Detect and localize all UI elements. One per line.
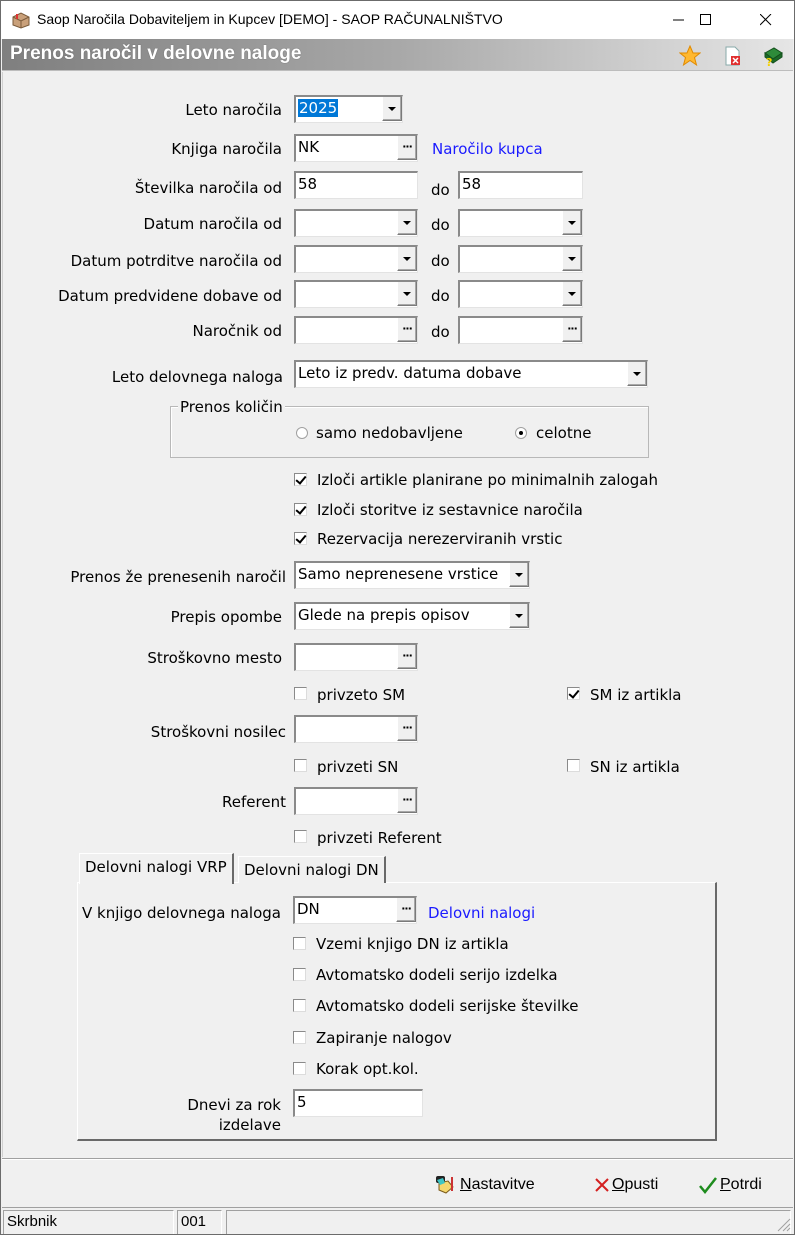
checkbox-avto-serijske[interactable] — [293, 999, 306, 1012]
checkbox-zapiranje-label[interactable]: Zapiranje nalogov — [316, 1029, 452, 1047]
tab-dn-label: Delovni nalogi DN — [244, 861, 379, 879]
stroskovni-nosilec-label: Stroškovni nosilec — [150, 723, 286, 741]
prepis-opombe-label: Prepis opombe — [170, 608, 282, 626]
nastavitve-label: astavitve — [471, 1176, 535, 1193]
v-knjigo-label: V knjigo delovnega naloga — [82, 904, 281, 922]
ellipsis-icon: ··· — [402, 139, 412, 153]
checkbox-izloci-storitve[interactable] — [294, 503, 307, 516]
radio-samo-nedobavljene[interactable] — [296, 427, 308, 439]
potrdi-button[interactable] — [698, 1172, 762, 1198]
checkbox-privzeti-referent[interactable] — [294, 830, 307, 843]
stevilka-do-value: 58 — [462, 175, 482, 193]
checkbox-sm-iz-artikla-label[interactable]: SM iz artikla — [590, 686, 682, 704]
leto-delovnega-naloga-select[interactable] — [294, 360, 648, 388]
opusti-label: pusti — [624, 1176, 659, 1193]
checkbox-izloci-artikle-label[interactable]: Izloči artikle planirane po minimalnih zalogah — [317, 471, 658, 489]
close-icon — [760, 14, 772, 26]
stevilka-od-input[interactable] — [294, 171, 418, 199]
stroskovno-mesto-label: Stroškovno mesto — [147, 649, 282, 667]
referent-input[interactable] — [294, 787, 418, 815]
close-button[interactable] — [743, 1, 789, 39]
checkbox-zapiranje[interactable] — [293, 1031, 306, 1044]
datum-potrditve-do-dropdown[interactable] — [562, 247, 582, 271]
title-bar — [1, 1, 794, 39]
narocnik-od-browse-button[interactable] — [397, 318, 417, 342]
datum-narocila-od-select[interactable] — [294, 209, 418, 237]
datum-narocila-od-dropdown[interactable] — [397, 211, 417, 235]
leto-delovnega-naloga-dropdown[interactable] — [627, 362, 647, 386]
checkbox-privzeto-sm[interactable] — [294, 687, 307, 700]
maximize-icon — [700, 14, 712, 26]
checkbox-avto-serija[interactable] — [293, 968, 306, 981]
knjiga-narocila-input[interactable] — [294, 134, 418, 162]
datum-potrditve-do-select[interactable] — [458, 245, 583, 273]
leto-delovnega-naloga-label: Leto delovnega naloga — [111, 368, 283, 386]
datum-dobave-do-label: do — [431, 287, 450, 305]
confirm-check-icon — [698, 1176, 718, 1194]
prenos-ze-prenesenih-dropdown[interactable] — [509, 563, 529, 587]
potrdi-label: otrdi — [730, 1176, 762, 1193]
stroskovno-mesto-input[interactable] — [294, 643, 418, 671]
v-knjigo-description: Delovni nalogi — [428, 904, 536, 922]
narocnik-do-browse-button[interactable] — [562, 318, 582, 342]
knjiga-narocila-description: Naročilo kupca — [432, 140, 543, 158]
stevilka-narocila-label: Številka naročila od — [134, 179, 282, 197]
maximize-button[interactable] — [683, 1, 729, 39]
narocnik-od-input[interactable] — [294, 316, 418, 344]
checkbox-privzeti-sn[interactable] — [294, 759, 307, 772]
ellipsis-icon: ··· — [401, 901, 411, 915]
status-code: 001 — [177, 1210, 222, 1234]
prepis-opombe-dropdown[interactable] — [509, 604, 529, 628]
datum-narocila-do-dropdown[interactable] — [562, 211, 582, 235]
potrdi-accesskey: P — [720, 1176, 731, 1193]
checkbox-privzeti-referent-label[interactable]: privzeti Referent — [317, 829, 442, 847]
datum-dobave-label: Datum predvidene dobave od — [58, 287, 282, 305]
datum-potrditve-od-dropdown[interactable] — [397, 247, 417, 271]
nastavitve-accesskey: N — [460, 1176, 472, 1193]
ellipsis-icon: ··· — [402, 648, 412, 662]
checkbox-avto-serija-label[interactable]: Avtomatsko dodeli serijo izdelka — [316, 966, 558, 984]
checkbox-vzemi-knjigo[interactable] — [293, 937, 306, 950]
status-extra — [226, 1210, 791, 1234]
knjiga-narocila-label: Knjiga naročila — [171, 140, 282, 158]
leto-delovnega-naloga-value: Leto iz predv. datuma dobave — [298, 364, 522, 382]
prenos-ze-prenesenih-value: Samo neprenesene vrstice — [298, 565, 499, 583]
checkbox-privzeto-sm-label[interactable]: privzeto SM — [317, 686, 406, 704]
radio-samo-nedobavljene-label[interactable]: samo nedobavljene — [316, 424, 463, 442]
ellipsis-icon: ··· — [402, 792, 412, 806]
delete-document-icon[interactable] — [722, 45, 744, 67]
checkbox-korak-label[interactable]: Korak opt.kol. — [316, 1060, 419, 1078]
tab-delovni-nalogi-vrp[interactable] — [79, 853, 234, 884]
stroskovno-mesto-browse-button[interactable] — [397, 645, 417, 669]
dnevi-label-line2: izdelave — [218, 1116, 281, 1134]
v-knjigo-value: DN — [297, 900, 320, 918]
knjiga-narocila-value: NK — [298, 138, 320, 156]
dnevi-input[interactable] — [293, 1089, 423, 1117]
chevron-down-icon — [568, 257, 576, 261]
status-bar — [2, 1207, 793, 1234]
radio-celotne[interactable] — [515, 427, 527, 439]
settings-hand-icon — [434, 1175, 456, 1195]
referent-label: Referent — [222, 793, 286, 811]
referent-browse-button[interactable] — [397, 789, 417, 813]
checkbox-korak[interactable] — [293, 1062, 306, 1075]
ellipsis-icon: ··· — [402, 321, 412, 335]
footer-separator — [2, 1158, 793, 1160]
checkbox-sm-iz-artikla[interactable] — [567, 687, 580, 700]
narocnik-label: Naročnik od — [192, 322, 282, 340]
chevron-down-icon — [515, 573, 523, 577]
chevron-down-icon — [388, 107, 396, 111]
checkbox-izloci-artikle[interactable] — [294, 473, 307, 486]
leto-narocila-select[interactable] — [294, 95, 403, 123]
opusti-accesskey: O — [612, 1176, 625, 1193]
status-user: Skrbnik — [3, 1210, 174, 1234]
datum-dobave-od-select[interactable] — [294, 280, 418, 308]
chevron-down-icon — [568, 221, 576, 225]
datum-potrditve-label: Datum potrditve naročila od — [70, 252, 282, 270]
chevron-down-icon — [515, 614, 523, 618]
prenos-ze-prenesenih-select[interactable] — [294, 561, 530, 589]
checkbox-avto-serijske-label[interactable]: Avtomatsko dodeli serijske številke — [316, 997, 579, 1015]
help-book-icon[interactable] — [762, 45, 784, 67]
stevilka-od-value: 58 — [298, 175, 318, 193]
ellipsis-icon: ··· — [567, 321, 577, 335]
checkbox-sn-iz-artikla[interactable] — [567, 759, 580, 772]
checkbox-rezervacija-label[interactable]: Rezervacija nerezerviranih vrstic — [317, 530, 563, 548]
chevron-down-icon — [403, 257, 411, 261]
narocnik-do-input[interactable] — [458, 316, 583, 344]
stroskovni-nosilec-browse-button[interactable] — [397, 717, 417, 741]
page-title: Prenos naročil v delovne naloge — [10, 43, 302, 64]
stevilka-do-input[interactable] — [458, 171, 583, 199]
v-knjigo-browse-button[interactable] — [396, 898, 416, 922]
prepis-opombe-value: Glede na prepis opisov — [298, 606, 470, 624]
prepis-opombe-select[interactable] — [294, 602, 530, 630]
dnevi-label-line1: Dnevi za rok — [187, 1096, 281, 1114]
knjiga-narocila-browse-button[interactable] — [397, 136, 417, 160]
leto-narocila-label: Leto naročila — [185, 101, 282, 119]
datum-potrditve-od-select[interactable] — [294, 245, 418, 273]
checkbox-vzemi-knjigo-label[interactable]: Vzemi knjigo DN iz artikla — [316, 935, 509, 953]
resize-grip-icon[interactable] — [775, 1216, 791, 1232]
opusti-button[interactable] — [594, 1172, 658, 1198]
checkbox-privzeti-sn-label[interactable]: privzeti SN — [317, 758, 399, 776]
radio-celotne-label[interactable]: celotne — [536, 424, 592, 442]
narocnik-do-label: do — [431, 323, 450, 341]
datum-dobave-do-select[interactable] — [458, 280, 583, 308]
prenos-kolicin-legend: Prenos količin — [180, 398, 283, 416]
nastavitve-button[interactable] — [434, 1172, 535, 1198]
window-title: Saop Naročila Dobaviteljem in Kupcev [DEMO] - SAOP RAČUNALNIŠTVO — [37, 11, 503, 27]
leto-narocila-dropdown-button[interactable] — [382, 97, 402, 121]
star-icon[interactable] — [679, 45, 701, 67]
svg-text:?: ? — [766, 56, 773, 67]
datum-dobave-do-dropdown[interactable] — [562, 282, 582, 306]
chevron-down-icon — [568, 292, 576, 296]
leto-narocila-value: 2025 — [299, 99, 338, 117]
chevron-down-icon — [403, 221, 411, 225]
tab-delovni-nalogi-dn[interactable] — [238, 856, 386, 883]
tab-vrp-label: Delovni nalogi VRP — [85, 858, 227, 876]
cancel-x-icon — [594, 1177, 610, 1193]
ellipsis-icon: ··· — [402, 720, 412, 734]
datum-narocila-do-select[interactable] — [458, 209, 583, 237]
datum-narocila-do-label: do — [431, 216, 450, 234]
stroskovni-nosilec-input[interactable] — [294, 715, 418, 743]
checkbox-izloci-storitve-label[interactable]: Izloči storitve iz sestavnice naročila — [317, 501, 583, 519]
prenos-ze-prenesenih-label: Prenos že prenesenih naročil — [70, 568, 286, 586]
v-knjigo-input[interactable] — [293, 896, 417, 924]
datum-dobave-od-dropdown[interactable] — [397, 282, 417, 306]
stevilka-do-label: do — [431, 181, 450, 199]
datum-potrditve-do-label: do — [431, 252, 450, 270]
dialog-header — [2, 39, 793, 71]
app-box-icon — [11, 11, 31, 29]
chevron-down-icon — [633, 372, 641, 376]
checkbox-sn-iz-artikla-label[interactable]: SN iz artikla — [590, 758, 680, 776]
dnevi-value: 5 — [297, 1093, 307, 1111]
checkbox-rezervacija[interactable] — [294, 532, 307, 545]
chevron-down-icon — [403, 292, 411, 296]
datum-narocila-label: Datum naročila od — [143, 215, 282, 233]
